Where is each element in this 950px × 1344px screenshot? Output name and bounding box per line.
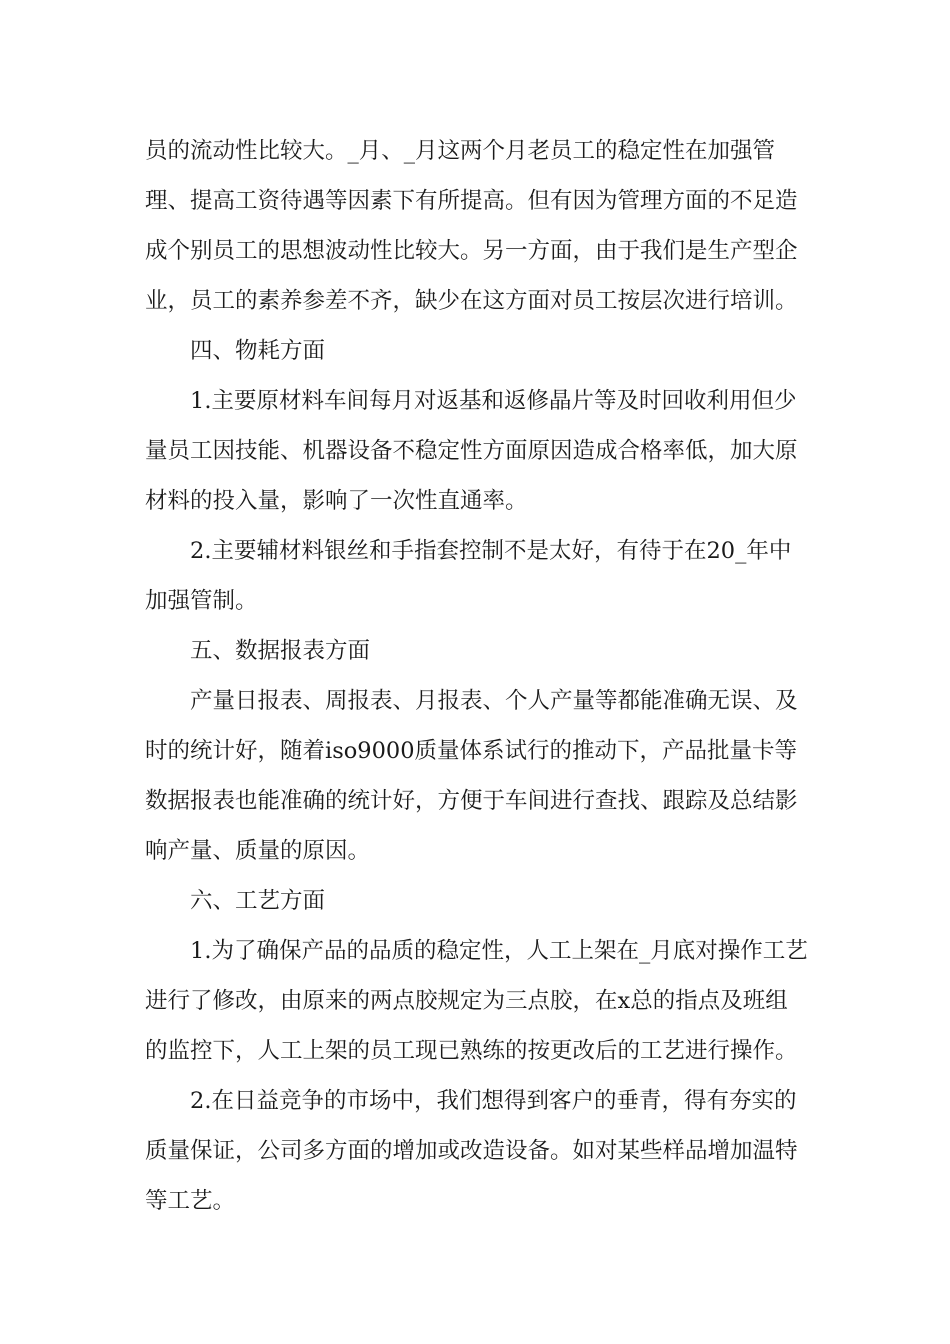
document-body (145, 126, 810, 1226)
paragraph-process-2: 2.在日益竞争的市场中，我们想得到客户的垂青，得有夯实的质量保证，公司多方面的增加或改造设备。如对某些样品增加温特等工艺。 (145, 1088, 798, 1214)
section-heading-process: 六、工艺方面 (190, 888, 326, 914)
paragraph-materials-1: 1.主要原材料车间每月对返基和返修晶片等及时回收利用但少量员工因技能、机器设备不稳定性方面原因造成合格率低，加大原材料的投入量，影响了一次性直通率。 (145, 388, 798, 514)
paragraph-materials-2: 2.主要辅材料银丝和手指套控制不是太好，有待于在20_年中加强管制。 (145, 538, 792, 614)
paragraph-process-1: 1.为了确保产品的品质的稳定性，人工上架在_月底对操作工艺进行了修改，由原来的两点胶规定为三点胶，在x总的指点及班组的监控下，人工上架的员工现已熟练的按更改后的工艺进行操作。 (145, 938, 808, 1064)
section-heading-materials: 四、物耗方面 (190, 338, 326, 364)
paragraph-reports: 产量日报表、周报表、月报表、个人产量等都能准确无误、及时的统计好，随着iso9000质量体系试行的推动下，产品批量卡等数据报表也能准确的统计好，方便于车间进行查找、跟踪及总结影响产量、质量的原因。 (145, 688, 798, 864)
paragraph-continuation: 员的流动性比较大。_月、_月这两个月老员工的稳定性在加强管理、提高工资待遇等因素下有所提高。但有因为管理方面的不足造成个别员工的思想波动性比较大。另一方面，由于我们是生产型企业，员工的素养参差不齐，缺少在这方面对员工按层次进行培训。 (145, 138, 798, 314)
section-heading-reports: 五、数据报表方面 (190, 638, 371, 664)
